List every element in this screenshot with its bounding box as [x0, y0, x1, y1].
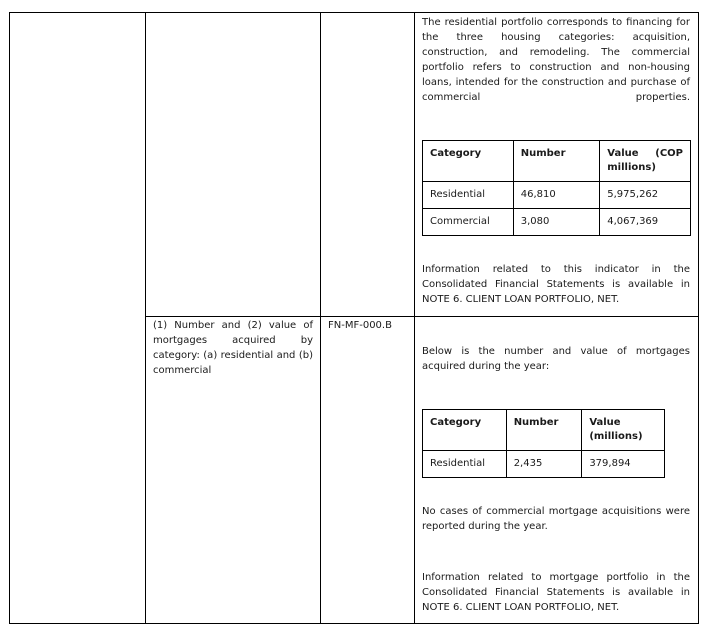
no-commercial-cases: [422, 504, 690, 534]
intro-line: acquired during the year:: [422, 361, 550, 372]
paragraph-line: loans, intended for the construction and purchase of: [422, 77, 690, 88]
metric-line: category: (a) residential and (b): [153, 350, 313, 361]
table-cell: Residential: [423, 182, 514, 209]
metric-description: [153, 318, 313, 378]
intro-line: Below is the number and value of mortgages: [422, 346, 690, 357]
header-number: Number: [513, 141, 600, 182]
note-line: Consolidated Financial Statements is available in: [422, 587, 690, 598]
note-line: NOTE 6. CLIENT LOAN PORTFOLIO, NET.: [422, 294, 620, 305]
table-cell: 4,067,369: [600, 209, 691, 236]
note-line: Consolidated Financial Statements is available in: [422, 279, 690, 290]
header-category: Category: [423, 141, 514, 182]
table-cell: 3,080: [513, 209, 600, 236]
column-divider: [414, 12, 415, 624]
row-divider: [145, 316, 699, 317]
table-cell: 46,810: [513, 182, 600, 209]
no-cases-line: reported during the year.: [422, 521, 548, 532]
table-cell: 379,894: [582, 451, 665, 478]
table-cell: Residential: [423, 451, 507, 478]
table-cell: 5,975,262: [600, 182, 691, 209]
header-category: Category: [423, 410, 507, 451]
table-cell: 2,435: [506, 451, 582, 478]
table-header-row: [423, 141, 691, 182]
mortgage-note: [422, 570, 690, 615]
note-line: Information related to mortgage portfolio in the: [422, 572, 690, 583]
metric-code: FN-MF-000.B: [328, 320, 392, 331]
residential-portfolio-paragraph: [422, 15, 690, 105]
header-value: Value (millions): [582, 410, 665, 451]
column-divider: [320, 12, 321, 624]
mortgages-table: [422, 409, 665, 478]
table-header-row: [423, 410, 665, 451]
table-row: [423, 451, 665, 478]
paragraph-line: The residential portfolio corresponds to financing for: [422, 17, 690, 28]
paragraph-line: commercial properties.: [422, 92, 690, 103]
paragraph-line: portfolio refers to construction and non-housing: [422, 62, 690, 73]
mortgages-intro: [422, 344, 690, 374]
table-row: [423, 209, 691, 236]
table-cell: Commercial: [423, 209, 514, 236]
table-row: [423, 182, 691, 209]
header-value: Value (COP millions): [600, 141, 691, 182]
paragraph-line: construction, and remodeling. The commercial: [422, 47, 690, 58]
column-divider: [145, 12, 146, 624]
portfolio-note: [422, 262, 690, 307]
note-line: NOTE 6. CLIENT LOAN PORTFOLIO, NET.: [422, 602, 620, 613]
metric-line: mortgages acquired by: [153, 335, 313, 346]
metric-line: commercial: [153, 365, 212, 376]
note-line: Information related to this indicator in the: [422, 264, 690, 275]
paragraph-line: the three housing categories: acquisition,: [422, 32, 690, 43]
header-number: Number: [506, 410, 582, 451]
metric-line: (1) Number and (2) value of: [153, 320, 313, 331]
portfolio-table: [422, 140, 691, 236]
no-cases-line: No cases of commercial mortgage acquisitions were: [422, 506, 690, 517]
